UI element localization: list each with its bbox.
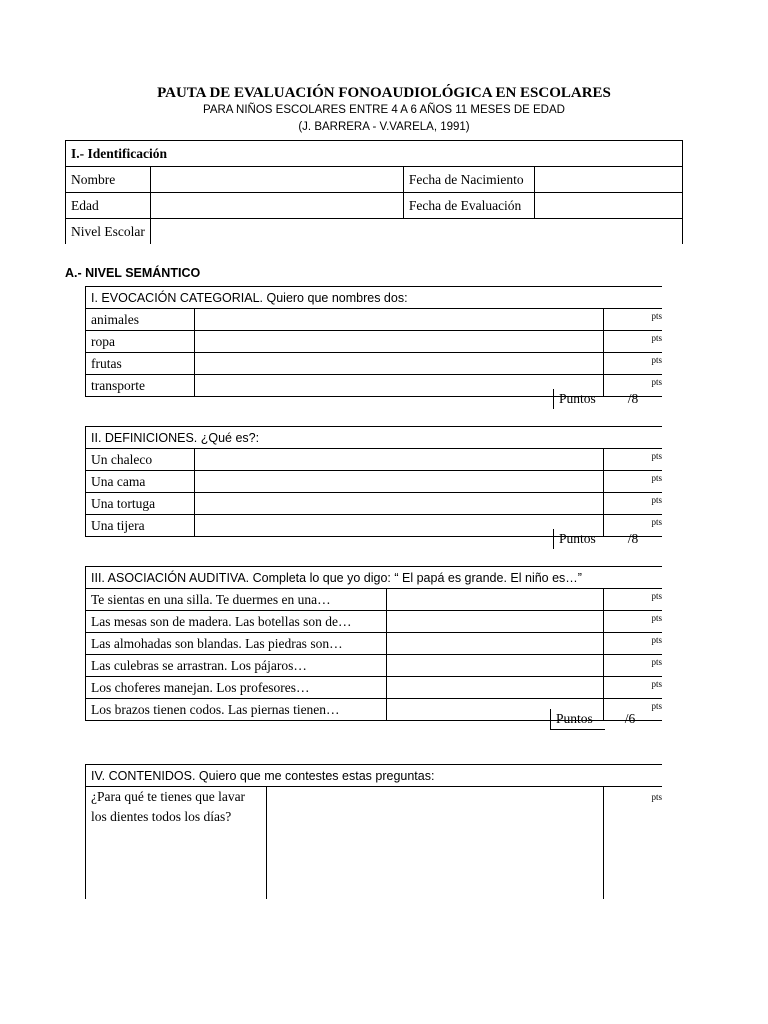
table-row (86, 655, 663, 677)
question-line: los dientes todos los días? (91, 809, 232, 824)
item-label: frutas (86, 353, 195, 375)
item-label: Los brazos tienen codos. Las piernas tienen… (86, 699, 387, 721)
pts-label: pts (604, 633, 663, 655)
answer-field[interactable] (195, 353, 604, 375)
pts-label: pts (604, 331, 663, 353)
pts-label: pts (604, 449, 663, 471)
school-level-label: Nivel Escolar (66, 219, 151, 245)
identification-table (65, 140, 683, 244)
table-row (86, 611, 663, 633)
points-label: Puntos (554, 529, 609, 549)
name-label: Nombre (66, 167, 151, 193)
item-label: Una cama (86, 471, 195, 493)
pts-label: pts (604, 699, 663, 721)
birth-date-label: Fecha de Nacimiento (403, 167, 534, 193)
pts-label: pts (604, 655, 663, 677)
answer-field[interactable] (387, 589, 604, 611)
definiciones-caption: II. DEFINICIONES. ¿Qué es?: (86, 427, 663, 449)
document-header (0, 84, 768, 136)
table-row (86, 471, 663, 493)
document-title: PAUTA DE EVALUACIÓN FONOAUDIOLÓGICA EN ESCOLARES (157, 85, 611, 101)
asociacion-caption: III. ASOCIACIÓN AUDITIVA. Completa lo que yo digo: “ El papá es grande. El niño es…” (86, 567, 663, 589)
document-authors: (J. BARRERA - V.VARELA, 1991) (298, 121, 470, 133)
table-row (86, 309, 663, 331)
answer-field[interactable] (195, 493, 604, 515)
item-label: Los choferes manejan. Los profesores… (86, 677, 387, 699)
item-label: animales (86, 309, 195, 331)
identification-heading: I.- Identificación (66, 141, 683, 167)
evocacion-table (85, 286, 662, 397)
question-label (86, 787, 267, 900)
contenidos-table (85, 764, 662, 899)
table-row (86, 677, 663, 699)
pts-label: pts (604, 589, 663, 611)
table-row (86, 589, 663, 611)
points-label: Puntos (554, 389, 609, 409)
answer-field[interactable] (195, 331, 604, 353)
item-label: Una tortuga (86, 493, 195, 515)
pts-label: pts (604, 353, 663, 375)
item-label: Las almohadas son blandas. Las piedras son… (86, 633, 387, 655)
document-subtitle: PARA NIÑOS ESCOLARES ENTRE 4 A 6 AÑOS 11 MESES DE EDAD (203, 104, 565, 116)
pts-label: pts (604, 677, 663, 699)
name-field[interactable] (150, 167, 403, 193)
birth-date-field[interactable] (534, 167, 682, 193)
answer-field[interactable] (387, 655, 604, 677)
answer-field[interactable] (195, 309, 604, 331)
points-total: /8 (627, 531, 639, 546)
answer-field[interactable] (195, 375, 604, 397)
table-row (86, 787, 663, 900)
answer-field[interactable] (195, 515, 604, 537)
points-total: /8 (627, 391, 639, 406)
pts-label: pts (604, 471, 663, 493)
pts-label: pts (604, 309, 663, 331)
pts-label: pts (604, 611, 663, 633)
definiciones-table (85, 426, 662, 537)
table-row (86, 353, 663, 375)
points-total: /6 (624, 711, 636, 727)
pts-label: pts (604, 515, 663, 537)
asociacion-table (85, 566, 662, 721)
table-row (86, 633, 663, 655)
section-heading-semantic: A.- NIVEL SEMÁNTICO (65, 266, 201, 280)
item-label: Las mesas son de madera. Las botellas son de… (86, 611, 387, 633)
answer-field[interactable] (195, 471, 604, 493)
answer-field[interactable] (387, 677, 604, 699)
item-label: Te sientas en una silla. Te duermes en una… (86, 589, 387, 611)
item-label: transporte (86, 375, 195, 397)
table-row (86, 331, 663, 353)
question-line: ¿Para qué te tienes que lavar (91, 789, 246, 804)
item-label: ropa (86, 331, 195, 353)
evocacion-score (553, 389, 658, 409)
evaluation-date-field[interactable] (534, 193, 682, 219)
answer-field[interactable] (195, 449, 604, 471)
pts-label: pts (604, 493, 663, 515)
contenidos-caption: IV. CONTENIDOS. Quiero que me contestes estas preguntas: (86, 765, 663, 787)
answer-field[interactable] (267, 787, 604, 900)
pts-label: pts (604, 787, 663, 900)
item-label: Un chaleco (86, 449, 195, 471)
school-level-field[interactable] (150, 219, 682, 245)
item-label: Las culebras se arrastran. Los pájaros… (86, 655, 387, 677)
age-label: Edad (66, 193, 151, 219)
evocacion-caption: I. EVOCACIÓN CATEGORIAL. Quiero que nombres dos: (86, 287, 663, 309)
points-label: Puntos (551, 709, 606, 730)
age-field[interactable] (150, 193, 403, 219)
evaluation-date-label: Fecha de Evaluación (403, 193, 534, 219)
table-row (86, 493, 663, 515)
item-label: Una tijera (86, 515, 195, 537)
answer-field[interactable] (387, 611, 604, 633)
answer-field[interactable] (387, 633, 604, 655)
definiciones-score (553, 529, 658, 549)
pts-label: pts (604, 375, 663, 397)
table-row (86, 449, 663, 471)
asociacion-score (550, 709, 655, 730)
